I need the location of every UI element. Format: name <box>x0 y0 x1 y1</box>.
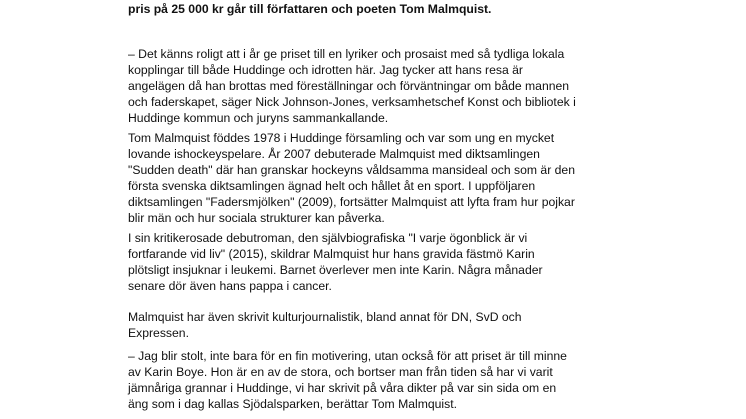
text-line: jämnåriga grannar i Huddinge, vi har skrivit på våra dikter på var sin sida om en <box>128 381 557 395</box>
text-line: Malmquist har även skrivit kulturjournalistik, bland annat för DN, SvD och <box>128 310 522 324</box>
text-line: och faderskapet, säger Nick Johnson-Jones, verksamhetschef Konst och bibliotek i <box>128 95 576 109</box>
text-line: fortfarande vid liv" (2015), skildrar Malmquist hur hans gravida fästmö Karin <box>128 247 535 261</box>
paragraph-author-quote <box>128 348 567 412</box>
text-line: angelägen då han brottas med föreställningar och förväntningar om både mannen <box>128 79 570 93</box>
text-line: Huddinge kommun och juryns sammankallande. <box>128 111 389 125</box>
text-line: första svenska diktsamlingen ägnad helt och hållet åt en sport. I uppföljaren <box>128 179 536 193</box>
text-line: blir män och hur sociala strukturer kan påverka. <box>128 211 385 225</box>
text-line: av Karin Boye. Hon är en av de stora, och bortser man från tiden så har vi varit <box>128 365 553 379</box>
text-line: I sin kritikerosade debutroman, den självbiografiska "I varje ögonblick är vi <box>128 231 528 245</box>
text-line: senare dör även hans pappa i cancer. <box>128 279 332 293</box>
text-line: diktsamlingen "Fadersmjölken" (2009), fortsätter Malmquist att lyfta fram hur pojkar <box>128 195 575 209</box>
text-line: lovande ishockeyspelare. År 2007 debuterade Malmquist med diktsamlingen <box>128 147 540 161</box>
lead-sentence: pris på 25 000 kr går till författaren och poeten Tom Malmquist. <box>128 2 492 16</box>
text-line: – Det känns roligt att i år ge priset till en lyriker och prosaist med så tydliga lokala <box>128 47 565 61</box>
paragraph-biography <box>128 130 575 226</box>
text-line: plötsligt insjuknar i leukemi. Barnet överlever men inte Karin. Några månader <box>128 263 543 277</box>
text-line: Tom Malmquist föddes 1978 i Huddinge församling och var som ung en mycket <box>128 131 555 145</box>
text-line: äng som i dag kallas Sjödalsparken, berättar Tom Malmquist. <box>128 397 457 411</box>
paragraph-journalism <box>128 309 522 341</box>
text-line: "Sudden death" där han granskar hockeyns våldsamma mansideal och som är den <box>128 163 575 177</box>
paragraph-jury-quote <box>128 46 576 126</box>
text-line: Expressen. <box>128 326 189 340</box>
text-line: – Jag blir stolt, inte bara för en fin motivering, utan också för att priset är till minne <box>128 349 567 363</box>
paragraph-debut-novel <box>128 230 543 294</box>
text-line: kopplingar till både Huddinge och idrotten här. Jag tycker att hans resa är <box>128 63 523 77</box>
